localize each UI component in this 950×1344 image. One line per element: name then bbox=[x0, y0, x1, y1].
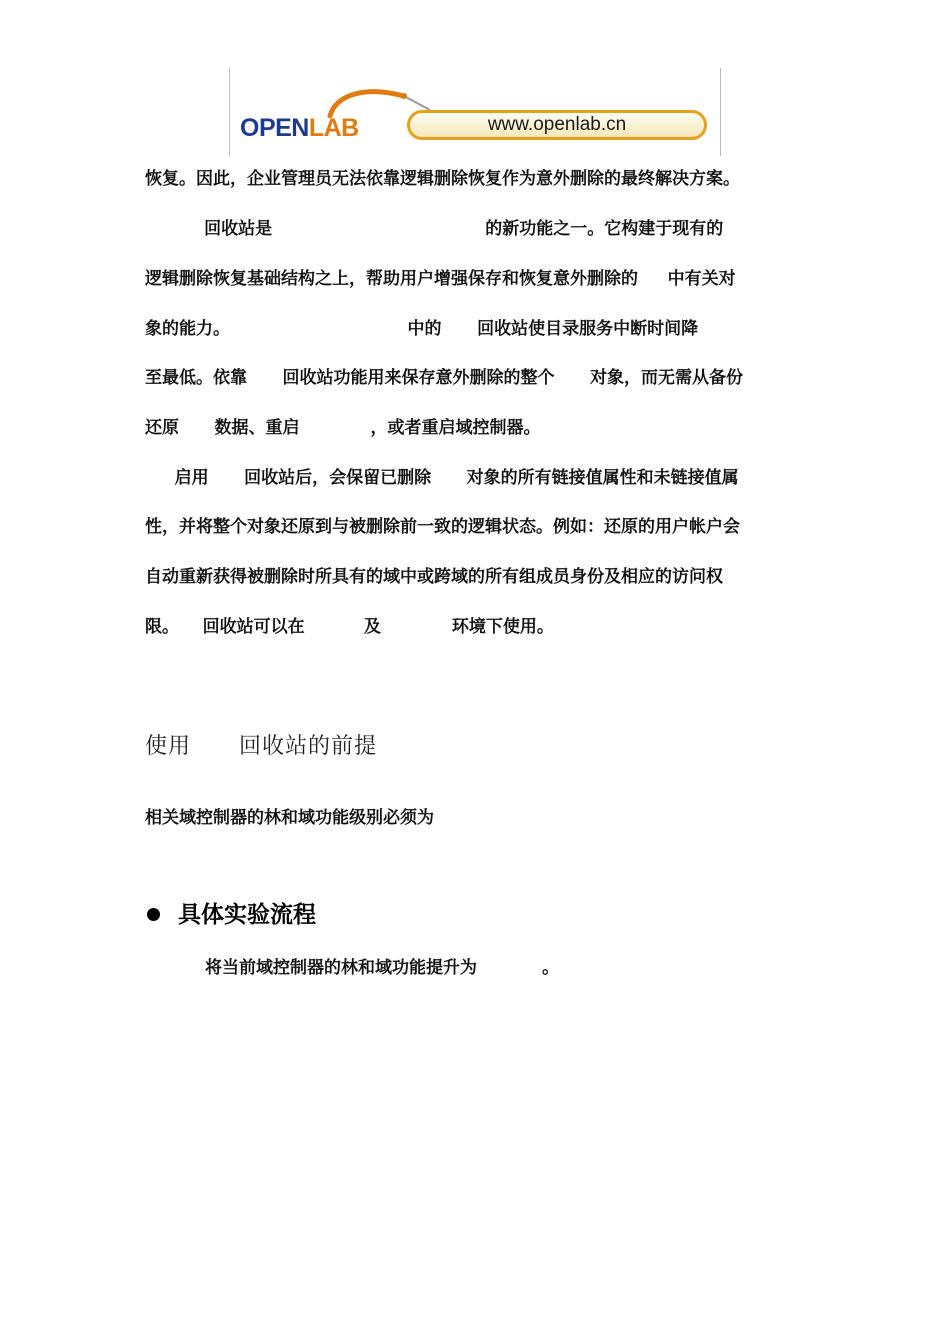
paragraph-line: 启用 回收站后，会保留已删除 对象的所有链接值属性和未链接值属 bbox=[145, 468, 739, 488]
logo-open-text: OPEN bbox=[240, 114, 309, 142]
openlab-logo bbox=[240, 88, 710, 150]
step-line: 将当前域控制器的林和域功能提升为 。 bbox=[205, 958, 560, 978]
bullet-dot-icon bbox=[147, 908, 160, 921]
section-heading: 使用 回收站的前提 bbox=[145, 734, 377, 759]
paragraph-line: 限。 回收站可以在 及 环境下使用。 bbox=[145, 617, 554, 637]
paragraph-line: 至最低。依靠 回收站功能用来保存意外删除的整个 对象，而无需从备份 bbox=[145, 368, 744, 388]
paragraph-line: 逻辑删除恢复基础结构之上，帮助用户增强保存和恢复意外删除的 中有关对 bbox=[145, 269, 736, 289]
bullet-heading: 具体实验流程 bbox=[178, 902, 316, 928]
paragraph-line: 回收站是 的新功能之一。它构建于现有的 bbox=[145, 219, 724, 239]
logo-url-badge: www.openlab.cn bbox=[407, 110, 707, 140]
paragraph-line: 性，并将整个对象还原到与被删除前一致的逻辑状态。例如：还原的用户帐户会 bbox=[145, 517, 740, 537]
paragraph-line: 象的能力。 中的 回收站使目录服务中断时间降 bbox=[145, 319, 699, 339]
paragraph-line: 还原 数据、重启 ，或者重启域控制器。 bbox=[145, 418, 541, 438]
paragraph-line: 自动重新获得被删除时所具有的域中或跨域的所有组成员身份及相应的访问权 bbox=[145, 567, 723, 587]
paragraph-line: 恢复。因此，企业管理员无法依靠逻辑删除恢复作为意外删除的最终解决方案。 bbox=[145, 169, 740, 189]
logo-wordmark bbox=[240, 113, 359, 143]
requirement-line: 相关域控制器的林和域功能级别必须为 bbox=[145, 808, 434, 828]
logo-lab-text: LAB bbox=[308, 114, 359, 142]
